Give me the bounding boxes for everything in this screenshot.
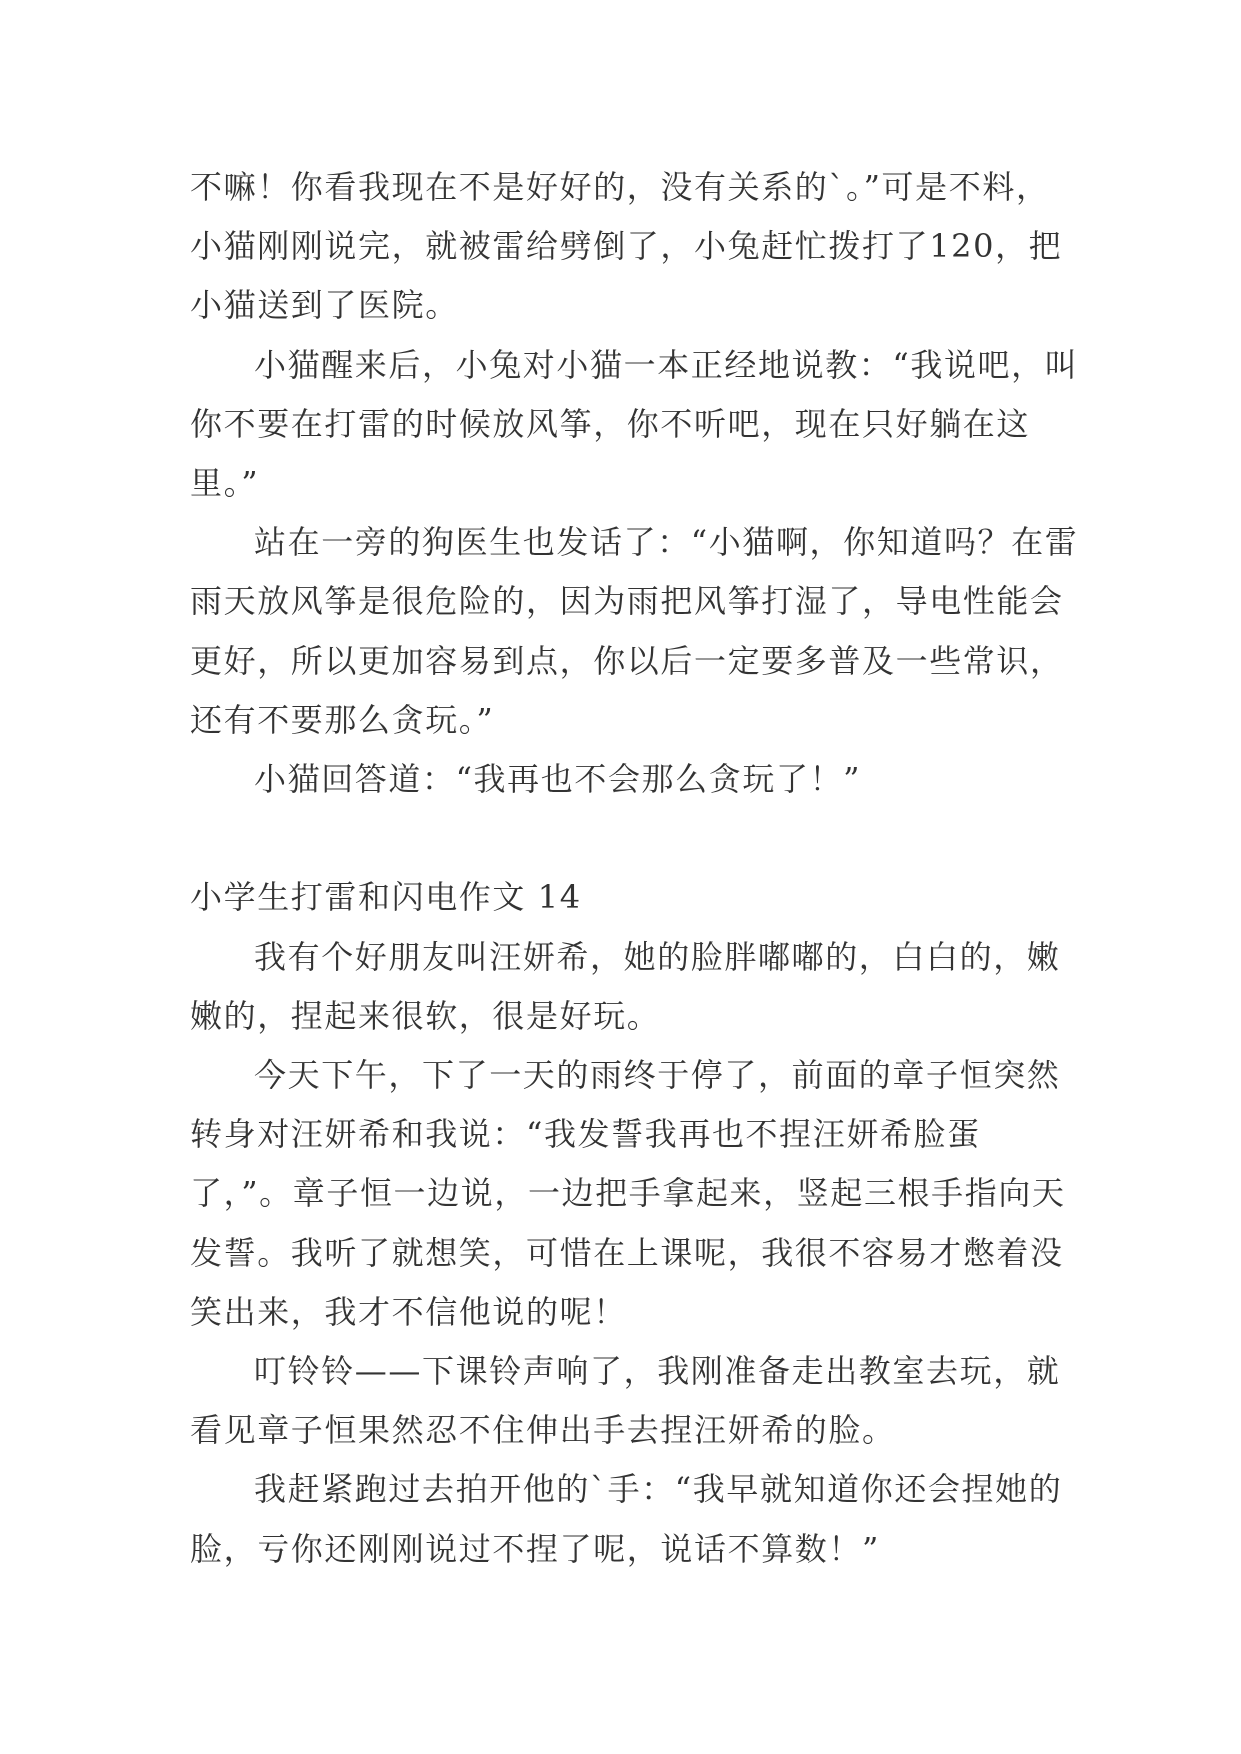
section-heading: 小学生打雷和闪电作文 14: [190, 878, 582, 917]
paragraph: 今天下午，下了一天的雨终于停了，前面的章子恒突然转身对汪妍希和我说：“我发誓我再也不捏汪妍希脸蛋了，”。章子恒一边说，一边把手拿起来，竖起三根手指向天发誓。我听了就想笑，可惜在上课呢，我很不容易才憋着没笑出来，我才不信他说的呢！: [190, 1056, 1066, 1331]
paragraph-continued: 不嘛！你看我现在不是好好的，没有关系的`。”可是不料，小猫刚刚说完，就被雷给劈倒了，小兔赶忙拨打了120，把小猫送到了医院。: [190, 168, 1063, 325]
paragraph: 我赶紧跑过去拍开他的`手：“我早就知道你还会捏她的脸，亏你还刚刚说过不捏了呢，说话不算数！”: [190, 1470, 1063, 1568]
paragraph: 小猫回答道：“我再也不会那么贪玩了！”: [254, 760, 862, 799]
paragraph: 小猫醒来后，小兔对小猫一本正经地说教：“我说吧，叫你不要在打雷的时候放风筝，你不听吧，现在只好躺在这里。”: [190, 345, 1079, 503]
document-body: [190, 158, 1080, 1579]
paragraph: 叮铃铃——下课铃声响了，我刚准备走出教室去玩，就看见章子恒果然忍不住伸出手去捏汪妍希的脸。: [190, 1352, 1061, 1450]
paragraph: 我有个好朋友叫汪妍希，她的脸胖嘟嘟的，白白的，嫩嫩的，捏起来很软，很是好玩。: [190, 937, 1061, 1035]
paragraph: 站在一旁的狗医生也发话了：“小猫啊，你知道吗？在雷雨天放风筝是很危险的，因为雨把风筝打湿了，导电性能会更好，所以更加容易到点，你以后一定要多普及一些常识，还有不要那么贪玩。”: [190, 523, 1079, 739]
